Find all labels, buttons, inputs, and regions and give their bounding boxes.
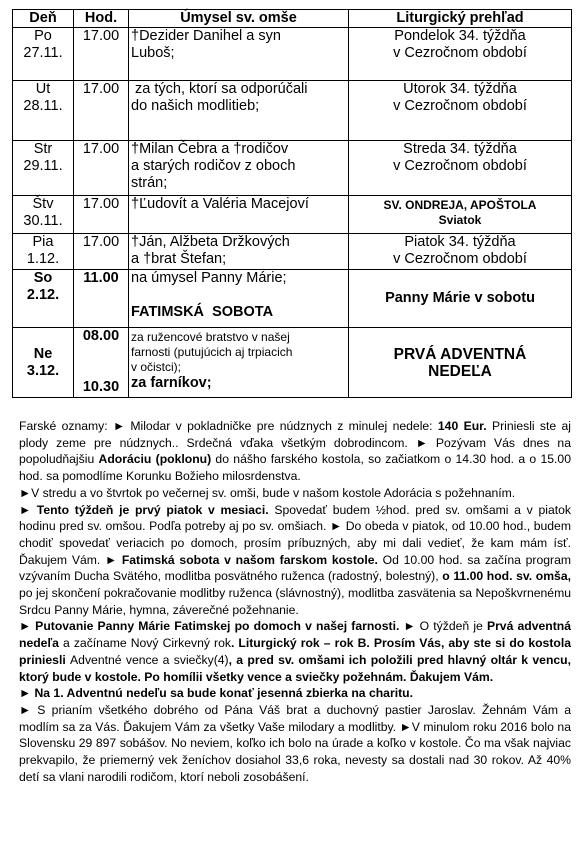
time-cell: 11.00 bbox=[74, 270, 129, 328]
day-date: 27.11. bbox=[23, 45, 63, 61]
announcement-paragraph bbox=[19, 702, 571, 786]
text: ►V stredu a vo štvrtok po večernej sv. omši, bude v našom kostole Adorácia s požehnaním. bbox=[19, 485, 516, 500]
liturgical-line: v Cezročnom období bbox=[393, 251, 527, 267]
day-cell bbox=[13, 328, 74, 398]
liturgical-cell bbox=[349, 196, 572, 234]
day-date: 3.12. bbox=[26, 362, 60, 379]
intention-line: za tých, ktorí sa odporúčali bbox=[131, 81, 308, 97]
text-bold: 140 Eur. bbox=[437, 419, 487, 433]
table-row bbox=[13, 28, 572, 81]
text-bold: Prvá adventná nedeľa bbox=[19, 619, 571, 651]
day-name: Ut bbox=[35, 81, 51, 97]
day-cell bbox=[13, 196, 74, 234]
table-row bbox=[13, 270, 572, 328]
intention-line: †Milan Čebra a †rodičov bbox=[131, 141, 289, 157]
feast-rank: Sviatok bbox=[438, 213, 482, 227]
text-bold: o 11.00 hod. sv. omša, bbox=[442, 569, 572, 584]
text: do nášho farského kostola, so začiatkom o 14.30 hod. a o 15.00 hod. sa pomodlíme Korunku Božieho milosrdenstva. bbox=[19, 452, 571, 484]
day-name: Ne bbox=[33, 345, 53, 362]
time-cell bbox=[74, 328, 129, 398]
day-cell bbox=[13, 270, 74, 328]
header-intention: Úmysel sv. omše bbox=[129, 10, 349, 28]
liturgical-cell bbox=[349, 81, 572, 141]
day-cell bbox=[13, 81, 74, 141]
text: a začíname Nový Cirkevný rok bbox=[58, 636, 231, 651]
text: po jej skončení pokračovanie modlitby ruženca (slávnostný), modlitba zasvätenia sa Nepoškvrnenému Srdcu Panny Márie, hymna, záverečné požehnanie. bbox=[19, 586, 571, 617]
text-bold: ► Tento týždeň je prvý piatok v mesiaci. bbox=[19, 502, 269, 517]
time-cell: 17.00 bbox=[74, 234, 129, 270]
intention-cell bbox=[129, 81, 349, 141]
text: Spovedať budem ½hod. pred sv. omšami a v piatok hodinu pred sv. omšou. Podľa potreby aj po sv. omšiach. ► Do obeda v piatok, od 10.00 hod., budem chodiť spovedať veriacich po domoch, prosím príbuzných, aby mi dali vedieť, že kam mám ísť. Ďakujem Vám. bbox=[19, 502, 571, 567]
liturgical-line: Utorok 34. týždňa bbox=[403, 81, 517, 97]
day-cell bbox=[13, 141, 74, 196]
fatima-saturday-label: FATIMSKÁ SOBOTA bbox=[131, 304, 274, 320]
day-date: 2.12. bbox=[26, 287, 60, 303]
text: Farské oznamy: ► Milodar v pokladničke pre núdznych z minulej nedele: bbox=[19, 419, 438, 433]
intention-line: za ružencové bratstvo v našej bbox=[131, 330, 290, 344]
announcement-paragraph bbox=[19, 685, 571, 702]
time-cell: 17.00 bbox=[74, 28, 129, 81]
text: ► S prianím všetkého dobrého od Pána Váš brat a duchovný pastier Jaroslav. Žehnám Vám a modlím sa za Vás. Ďakujem Vám za všetky Vaše milodary a modlitby. ►V minulom roku 2016 bolo na Slovensku 29 897 sobášov. No neviem, koľko ich bolo na úrade a koľko v kostole. Čo ma však najviac prekvapilo, že priemerný vek ženíchov dosiahol 33,6 roka, nevesty sa dostali nad 30 rokov. Až 40% detí sa vlani narodili rodičom, ktorí neboli zosobášení. bbox=[19, 702, 571, 784]
day-name: Štv bbox=[32, 196, 54, 212]
day-date: 30.11. bbox=[23, 213, 63, 229]
intention-line: na úmysel Panny Márie; bbox=[131, 270, 287, 286]
intention-line: †Dezider Danihel a syn bbox=[131, 28, 281, 44]
intention-line: †Ján, Alžbeta Držkových bbox=[131, 234, 290, 250]
text-bold: ► Putovanie Panny Márie Fatimskej po domoch v našej farnosti. bbox=[19, 619, 400, 634]
day-date: 28.11. bbox=[23, 98, 63, 114]
day-name: Str bbox=[33, 141, 53, 157]
intention-line: farnosti (putujúcich aj trpiacich bbox=[131, 345, 293, 359]
feast-title: SV. ONDREJA, APOŠTOLA bbox=[383, 198, 537, 212]
text-bold: . Liturgický rok – rok B. Prosím Vás, aby ste si do kostola priniesli bbox=[19, 636, 571, 667]
time-cell: 17.00 bbox=[74, 141, 129, 196]
intention-line: Luboš; bbox=[131, 45, 175, 61]
announcement-paragraph bbox=[19, 418, 571, 485]
day-cell bbox=[13, 234, 74, 270]
intention-cell bbox=[129, 328, 349, 398]
text-bold: ► Na 1. Adventnú nedeľu sa bude konať jesenná zbierka na charitu. bbox=[19, 686, 413, 701]
intention-line: †Ľudovít a Valéria Macejoví bbox=[131, 196, 309, 212]
liturgical-line: Streda 34. týždňa bbox=[403, 141, 517, 157]
day-date: 1.12. bbox=[26, 251, 60, 267]
liturgical-cell bbox=[349, 234, 572, 270]
header-liturgical: Liturgický prehľad bbox=[349, 10, 572, 28]
liturgical-line: PRVÁ ADVENTNÁ bbox=[393, 345, 527, 363]
intention-line: za farníkov; bbox=[131, 375, 212, 391]
intention-cell bbox=[129, 196, 349, 234]
intention-line: strán; bbox=[131, 175, 168, 191]
liturgical-cell bbox=[349, 270, 572, 328]
time-first: 08.00 bbox=[82, 328, 120, 344]
day-name: So bbox=[33, 270, 53, 286]
time-cell: 17.00 bbox=[74, 196, 129, 234]
mass-schedule-table bbox=[12, 9, 572, 398]
announcement-paragraph bbox=[19, 485, 571, 502]
day-name: Po bbox=[34, 28, 52, 44]
intention-cell bbox=[129, 234, 349, 270]
intention-line: v očistci); bbox=[131, 360, 182, 374]
text-bold: , a pred sv. omšami ich položili pred hlavný oltár k vencu, ktorý bude v kostole. Po homílii všetky vence a sviečky požehnám. Ďakujem Vám. bbox=[19, 652, 571, 684]
time-cell: 17.00 bbox=[74, 81, 129, 141]
text-bold: ► Fatimská sobota v našom farskom kostole. bbox=[105, 552, 378, 567]
day-date: 29.11. bbox=[23, 158, 63, 174]
liturgical-line: Panny Márie v sobotu bbox=[385, 290, 535, 306]
liturgical-line: Piatok 34. týždňa bbox=[404, 234, 516, 250]
text-bold: Adoráciu (poklonu) bbox=[98, 452, 212, 467]
table-row bbox=[13, 328, 572, 398]
liturgical-line: Pondelok 34. týždňa bbox=[394, 28, 526, 44]
liturgical-line: v Cezročnom období bbox=[393, 158, 527, 174]
liturgical-line: NEDEĽA bbox=[428, 362, 492, 380]
table-row bbox=[13, 81, 572, 141]
intention-line: do našich modlitieb; bbox=[131, 98, 260, 114]
intention-cell bbox=[129, 28, 349, 81]
liturgical-cell bbox=[349, 28, 572, 81]
table-row bbox=[13, 234, 572, 270]
table-header-row bbox=[13, 10, 572, 28]
liturgical-cell bbox=[349, 328, 572, 398]
liturgical-cell bbox=[349, 141, 572, 196]
time-second: 10.30 bbox=[82, 379, 120, 395]
intention-cell bbox=[129, 141, 349, 196]
announcement-paragraph bbox=[19, 502, 571, 619]
table-row bbox=[13, 141, 572, 196]
announcement-paragraph bbox=[19, 618, 571, 685]
liturgical-line: v Cezročnom období bbox=[393, 45, 527, 61]
text: ► O týždeň je bbox=[399, 619, 487, 634]
liturgical-line: v Cezročnom období bbox=[393, 98, 527, 114]
parish-announcements bbox=[19, 418, 571, 785]
text: Adventné vence a sviečky(4) bbox=[70, 652, 229, 667]
day-name: Pia bbox=[32, 234, 54, 250]
intention-line: a starých rodičov z oboch bbox=[131, 158, 296, 174]
table-row bbox=[13, 196, 572, 234]
day-cell bbox=[13, 28, 74, 81]
text: Od 10.00 hod. sa začína program vzývaním Ducha Svätého, modlitba posvätného ruženca (radostný, bolestný), bbox=[19, 552, 571, 584]
text: Priniesli ste aj plody zeme pre núdznych.. Srdečná vďaka všetkým dobrodincom. ► Pozývam Vás dnes na popoludňajšiu bbox=[19, 419, 572, 467]
header-day: Deň bbox=[13, 10, 74, 28]
intention-line: a †brat Štefan; bbox=[131, 251, 227, 267]
intention-cell bbox=[129, 270, 349, 328]
header-hour: Hod. bbox=[74, 10, 129, 28]
